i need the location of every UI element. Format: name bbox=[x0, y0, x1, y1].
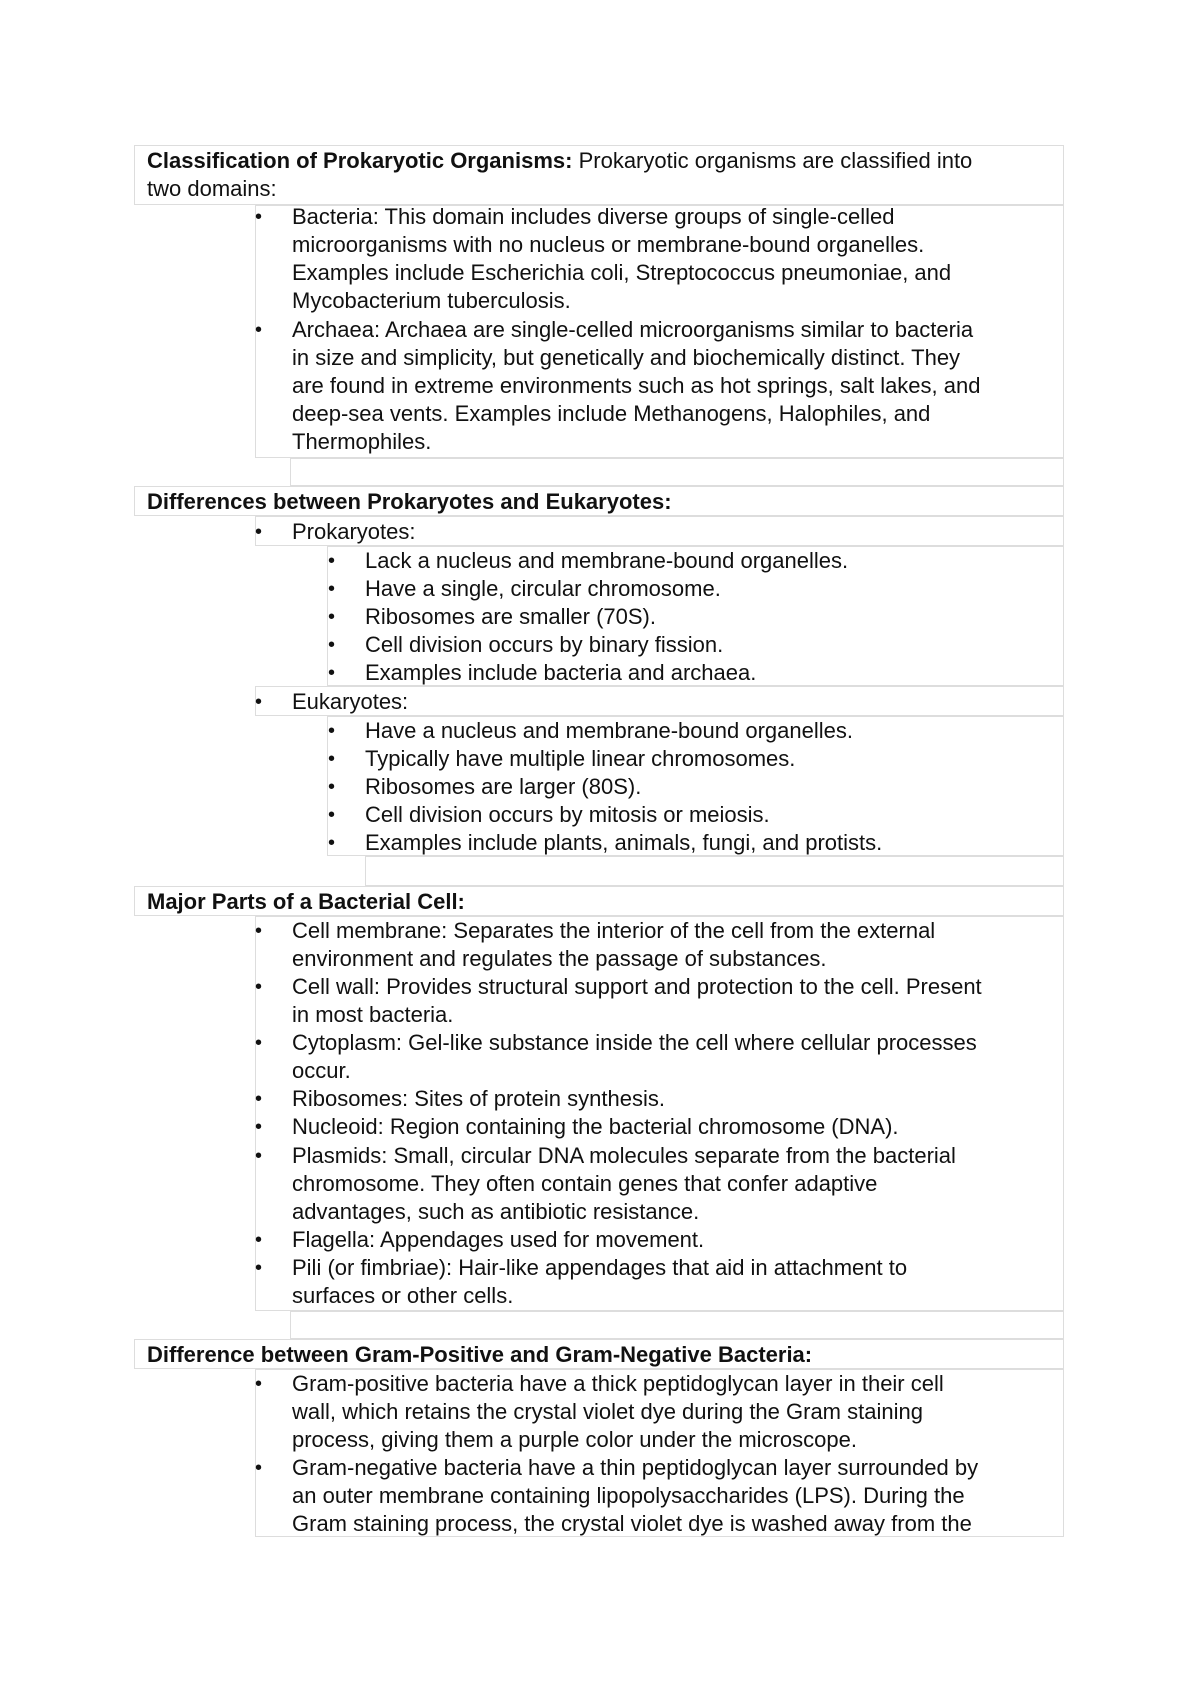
bullet-icon: • bbox=[328, 748, 336, 770]
list-item-line: in most bacteria. bbox=[292, 1002, 454, 1027]
list-item-line: in size and simplicity, but genetically and biochemically distinct. They bbox=[292, 345, 961, 370]
list-item: Examples include plants, animals, fungi, and protists. bbox=[365, 830, 883, 855]
list-item-line: chromosome. They often contain genes that confer adaptive bbox=[292, 1171, 878, 1196]
bullet-icon: • bbox=[328, 634, 336, 656]
list-item-line: Flagella: Appendages used for movement. bbox=[292, 1227, 705, 1252]
bullet-icon: • bbox=[255, 319, 263, 341]
list-item-line: Cytoplasm: Gel-like substance inside the cell where cellular processes bbox=[292, 1030, 977, 1055]
list-item-line: Cell membrane: Separates the interior of the cell from the external bbox=[292, 918, 936, 943]
list-item-line: process, giving them a purple color under the microscope. bbox=[292, 1427, 857, 1452]
section1-intro-line1: Classification of Prokaryotic Organisms: Prokaryotic organisms are classified into bbox=[147, 148, 973, 173]
section1-intro-line2: two domains: bbox=[147, 176, 277, 201]
section4-heading: Difference between Gram-Positive and Gram-Negative Bacteria: bbox=[147, 1342, 813, 1367]
section3-heading: Major Parts of a Bacterial Cell: bbox=[147, 889, 465, 914]
bullet-icon: • bbox=[255, 1457, 263, 1479]
bullet-icon: • bbox=[328, 662, 336, 684]
section1-spacer-cell bbox=[290, 458, 1064, 486]
list-item-line: Examples include Escherichia coli, Streptococcus pneumoniae, and bbox=[292, 260, 952, 285]
list-item-line: Thermophiles. bbox=[292, 429, 432, 454]
list-item: Cell division occurs by binary fission. bbox=[365, 632, 724, 657]
section2-heading: Differences between Prokaryotes and Eukaryotes: bbox=[147, 489, 672, 514]
bullet-icon: • bbox=[255, 1229, 263, 1251]
list-item: Have a nucleus and membrane-bound organelles. bbox=[365, 718, 853, 743]
list-item: Have a single, circular chromosome. bbox=[365, 576, 721, 601]
bullet-icon: • bbox=[328, 804, 336, 826]
bullet-icon: • bbox=[255, 691, 263, 713]
list-item-line: Gram staining process, the crystal violet dye is washed away from the bbox=[292, 1511, 972, 1536]
list-item-line: Cell wall: Provides structural support and protection to the cell. Present bbox=[292, 974, 982, 999]
bullet-icon: • bbox=[255, 1145, 263, 1167]
eukaryotes-label: Eukaryotes: bbox=[292, 689, 409, 714]
list-item-line: wall, which retains the crystal violet dye during the Gram staining bbox=[292, 1399, 923, 1424]
list-item-line: microorganisms with no nucleus or membrane-bound organelles. bbox=[292, 232, 925, 257]
bullet-icon: • bbox=[328, 776, 336, 798]
list-item-line: an outer membrane containing lipopolysaccharides (LPS). During the bbox=[292, 1483, 965, 1508]
list-item: Cell division occurs by mitosis or meiosis. bbox=[365, 802, 770, 827]
list-item: Ribosomes are larger (80S). bbox=[365, 774, 642, 799]
bullet-icon: • bbox=[328, 606, 336, 628]
list-item: Examples include bacteria and archaea. bbox=[365, 660, 757, 685]
bullet-icon: • bbox=[255, 521, 263, 543]
bullet-icon: • bbox=[328, 720, 336, 742]
list-item-line: advantages, such as antibiotic resistance. bbox=[292, 1199, 700, 1224]
list-item: Ribosomes are smaller (70S). bbox=[365, 604, 656, 629]
bullet-icon: • bbox=[255, 976, 263, 998]
list-item-line: Plasmids: Small, circular DNA molecules separate from the bacterial bbox=[292, 1143, 956, 1168]
list-item-line: deep-sea vents. Examples include Methanogens, Halophiles, and bbox=[292, 401, 931, 426]
bullet-icon: • bbox=[255, 1032, 263, 1054]
bullet-icon: • bbox=[255, 1088, 263, 1110]
list-item-line: Gram-positive bacteria have a thick peptidoglycan layer in their cell bbox=[292, 1371, 944, 1396]
list-item-line: Nucleoid: Region containing the bacterial chromosome (DNA). bbox=[292, 1114, 899, 1139]
bullet-icon: • bbox=[328, 578, 336, 600]
list-item-line: Pili (or fimbriae): Hair-like appendages that aid in attachment to bbox=[292, 1255, 908, 1280]
bullet-icon: • bbox=[255, 1116, 263, 1138]
list-item-line: Ribosomes: Sites of protein synthesis. bbox=[292, 1086, 665, 1111]
list-item: Lack a nucleus and membrane-bound organelles. bbox=[365, 548, 849, 573]
list-item-line: Mycobacterium tuberculosis. bbox=[292, 288, 571, 313]
bullet-icon: • bbox=[255, 1373, 263, 1395]
section2-spacer-cell bbox=[365, 856, 1064, 886]
list-item-line: surfaces or other cells. bbox=[292, 1283, 514, 1308]
bullet-icon: • bbox=[255, 206, 263, 228]
section3-spacer-cell bbox=[290, 1311, 1064, 1339]
list-item-line: environment and regulates the passage of substances. bbox=[292, 946, 827, 971]
bullet-icon: • bbox=[255, 920, 263, 942]
list-item-line: Archaea: Archaea are single-celled microorganisms similar to bacteria bbox=[292, 317, 974, 342]
list-item-line: Bacteria: This domain includes diverse groups of single-celled bbox=[292, 204, 895, 229]
list-item-line: occur. bbox=[292, 1058, 351, 1083]
bullet-icon: • bbox=[328, 832, 336, 854]
bullet-icon: • bbox=[255, 1257, 263, 1279]
list-item-line: Gram-negative bacteria have a thin peptidoglycan layer surrounded by bbox=[292, 1455, 979, 1480]
list-item: Typically have multiple linear chromosomes. bbox=[365, 746, 796, 771]
prokaryotes-label: Prokaryotes: bbox=[292, 519, 416, 544]
list-item-line: are found in extreme environments such as hot springs, salt lakes, and bbox=[292, 373, 981, 398]
bullet-icon: • bbox=[328, 550, 336, 572]
section1-heading: Classification of Prokaryotic Organisms: bbox=[147, 148, 573, 173]
